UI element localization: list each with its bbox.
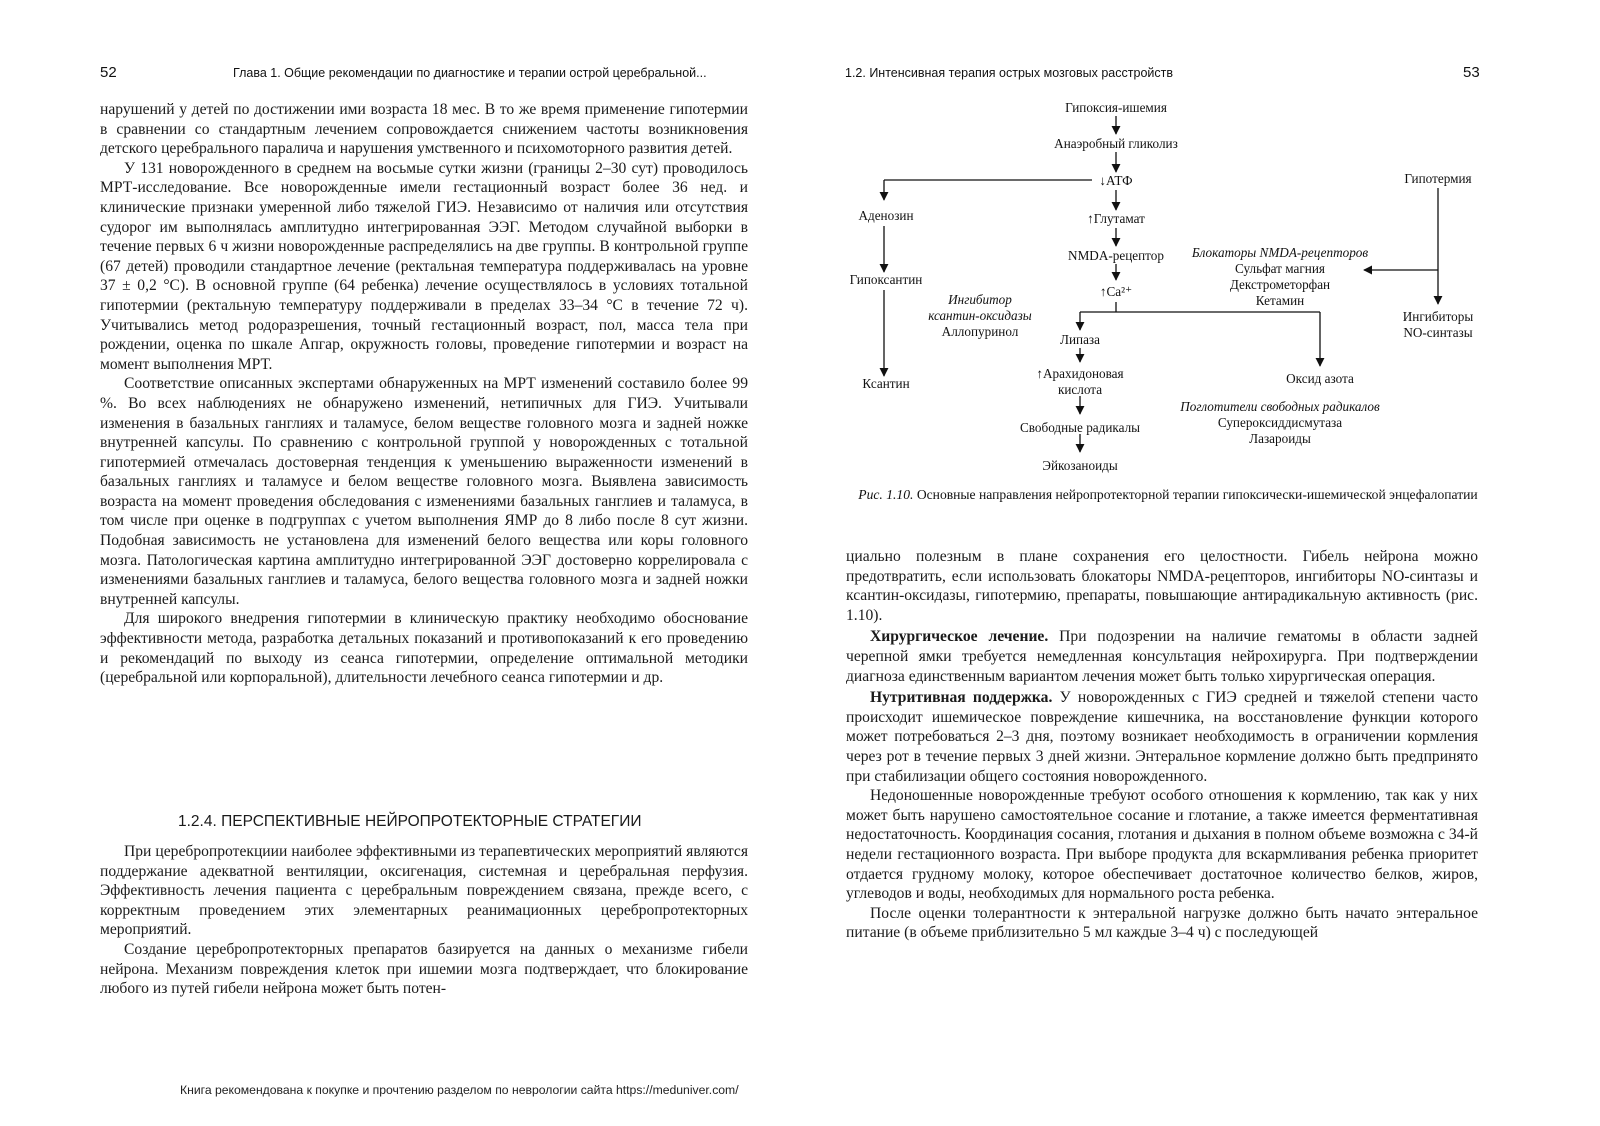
node-arachidonic-acid: ↑Арахидоновая (1036, 366, 1124, 381)
label-nos-inhibitors: Ингибиторы (1402, 309, 1474, 324)
figure-caption (848, 486, 1488, 504)
paragraph: Соответствие описанных экспертами обнаруженных на МРТ изменений составило более 99 %. Во всех наблюдениях не обнаружено изменений, нетипичных для ГИЭ. Учитывали изменения в базальных ганглиях и таламусе, белом веществе головного мозга и задней ножке внутренней капсулы. По сравнению с контрольной группой у новорожденных с тотальной гипотермией отмечалась достоверная тенденция к уменьшению выраженности изменений в базальных ганглиях и таламусе и белом веществе головного мозга. Выявлена зависимость возраста на момент проведения обследования с изменениями базальных ганглиев и таламуса, в том числе при оценке в подгруппах с учетом выполнения ЯМР до 8 либо после 8 сут жизни. Подобная зависимость не установлена для изменений белого вещества или коры головного мозга. Патологическая картина амплитудно интегрированной ЭЭГ достоверно коррелировала с изменениями базальных ганглиев и таламуса, белого вещества головного мозга и задней ножки внутренней капсулы. (100, 375, 748, 608)
node-atp: ↓АТФ (1099, 173, 1133, 188)
paragraph: циально полезным в плане сохранения его целостности. Гибель нейрона можно предотвратить, если использовать блокаторы NMDA-рецепторов, ингибиторы NO-синтазы и ксантин-оксидазы, гипотермию, препараты, повышающие антирадикальную активность (рис. 1.10). (846, 548, 1478, 624)
paragraph: При церебропротекциии наиболее эффективными из терапевтических мероприятий являются поддержание адекватной вентиляции, оксигенация, системная и церебральная перфузия. Эффективность лечения пациента с церебральным повреждением связана, прежде всего, с корректным проведением этих элементарных реанимационных церебропротекторных мероприятий. (100, 843, 748, 939)
section-heading: 1.2.4. ПЕРСПЕКТИВНЫЕ НЕЙРОПРОТЕКТОРНЫЕ СТРАТЕГИИ (178, 813, 642, 830)
label-nmda-blocker: Декстрометорфан (1229, 277, 1331, 292)
label-nmda-blocker: Сульфат магния (1235, 261, 1325, 276)
label-nos-inhibitors: NO-синтазы (1403, 325, 1473, 340)
paragraph: нарушений у детей по достижении ими возраста 18 мес. В то же время применение гипотермии в сравнении со стандартным лечением сопровождается снижением частоты возникновения детского церебрального паралича и нарушения умственного и психомоторного развития детей. (100, 101, 748, 158)
footer-note: Книга рекомендована к покупке и прочтению разделом по неврологии сайта https://meduniver.com/ (180, 1083, 739, 1097)
paragraph: Создание церебропротекторных препаратов базируется на данных о механизме гибели нейрона. Механизм повреждения клеток при ишемии мозга подтверждает, что блокирование любого из путей гибели нейрона может быть потен- (100, 940, 748, 998)
label-scavengers-title: Поглотители свободных радикалов (1180, 399, 1380, 414)
node-hypoxia: Гипоксия-ишемия (1065, 100, 1167, 115)
label-xo-inhibitor-title: ксантин-оксидазы (928, 308, 1032, 323)
node-xanthine: Ксантин (862, 376, 910, 391)
paragraph-lead: Нутритивная поддержка. (870, 689, 1053, 707)
paragraph: У 131 новорожденного в среднем на восьмые сутки жизни (границы 2–30 сут) проводилось МРТ-исследование. Все новорожденные имели гестационный возраст более 36 нед. и клинические признаки умеренной либо тяжелой ГИЭ. Независимо от наличия или отсутствия судорог им выполнялась амплитудно интегрированная ЭЭГ. Методом случайной выборки в течение первых 6 ч жизни новорожденные распределялись на две группы. В контрольной группе (67 детей) проводили стандартное лечение (ректальная температура поддерживалась на уровне 37 ± 0,2 °С). В основной группе (64 ребенка) лечение осуществлялось в условиях тотальной гипотермии (ректальную температуру поддерживали в пределах 33–34 °С в течение 72 ч). Учитывались метод родоразрешения, точный гестационный возраст, пол, масса тела при рождении, оценка по шкале Апгар, окружность головы, проведение гипотермии и возраст на момент выполнения МРТ. (100, 159, 748, 373)
page-number-right: 53 (1463, 64, 1480, 81)
page-number-left: 52 (100, 64, 117, 81)
label-nmda-blocker: Кетамин (1255, 293, 1305, 308)
paragraph: Для широкого внедрения гипотермии в клиническую практику необходимо обоснование эффективности метода, разработка детальных показаний и противопоказаний к его проведению и рекомендаций по выходу из сеанса гипотермии, определение оптимальной методики (церебральной или корпоральной), длительности лечебного сеанса гипотермии и др. (100, 610, 748, 687)
label-scavenger: Супероксиддисмутаза (1217, 415, 1343, 430)
paragraph: Нутритивная поддержка. У новорожденных с ГИЭ средней и тяжелой степени часто происходит ишемическое повреждение кишечника, на восстановление функции которого может потребоваться 2–3 дня, поэтому возникает необходимость в ограничении кормления через рот в течение первых 3 дней жизни. Энтеральное кормление должно быть предпринято при стабилизации общего состояния новорожденного. (846, 689, 1478, 785)
label-nmda-blockers-title: Блокаторы NMDA-рецепторов (1191, 245, 1369, 260)
paragraph: Хирургическое лечение. При подозрении на наличие гематомы в области задней черепной ямки требуется немедленная консультация нейрохирурга. При подтверждении диагноза единственным вариантом лечения может быть только хирургическая операция. (846, 628, 1478, 685)
label-scavenger: Лазароиды (1249, 431, 1311, 446)
label-xo-inhibitor-drug: Аллопуринол (941, 324, 1019, 339)
running-head-left: Глава 1. Общие рекомендации по диагностике и терапии острой церебральной... (233, 66, 707, 80)
paragraph: Недоношенные новорожденные требуют особого отношения к кормлению, так как у них может быть нарушено самостоятельное сосание и глотание, а также имеется ферментативная недостаточность. Координация сосания, глотания и дыхания в полном объеме возможна с 34-й недели гестационного возраста. При выборе продукта для вскармливания ребенка приоритет отдается грудному молоку, которое обеспечивает достаточное количество белков, жиров, углеводов и воды, необходимых для нормального роста ребенка. (846, 787, 1478, 903)
node-glycolysis: Анаэробный гликолиз (1054, 136, 1178, 151)
node-adenosine: Аденозин (858, 208, 914, 223)
neuroprotection-diagram (840, 90, 1500, 490)
paragraph: После оценки толерантности к энтеральной нагрузке должно быть начато энтеральное питание (в объеме приблизительно 5 мл каждые 3–4 ч) с последующей (846, 904, 1478, 942)
left-section-text (100, 842, 748, 999)
node-hypothermia: Гипотермия (1404, 171, 1472, 186)
node-eicosanoids: Эйкозаноиды (1042, 458, 1118, 473)
node-lipase: Липаза (1060, 332, 1100, 347)
node-nitric-oxide: Оксид азота (1286, 371, 1354, 386)
running-head-right: 1.2. Интенсивная терапия острых мозговых расстройств (845, 66, 1173, 80)
right-body-text (846, 547, 1478, 943)
node-arachidonic-acid: кислота (1057, 382, 1103, 397)
node-hypoxanthine: Гипоксантин (849, 272, 923, 287)
node-nmda-receptor: NMDA-рецептор (1068, 248, 1164, 263)
label-xo-inhibitor-title: Ингибитор (948, 292, 1012, 307)
node-glutamate: ↑Глутамат (1087, 211, 1145, 226)
paragraph-lead: Хирургическое лечение. (870, 628, 1049, 646)
node-calcium: ↑Ca²⁺ (1099, 284, 1133, 299)
left-body-text (100, 100, 748, 688)
figure-label: Рис. 1.10. (858, 487, 914, 502)
node-free-radicals: Свободные радикалы (1019, 420, 1141, 435)
figure-caption-text: Основные направления нейропротекторной терапии гипоксически-ишемической энцефалопатии (916, 487, 1478, 502)
